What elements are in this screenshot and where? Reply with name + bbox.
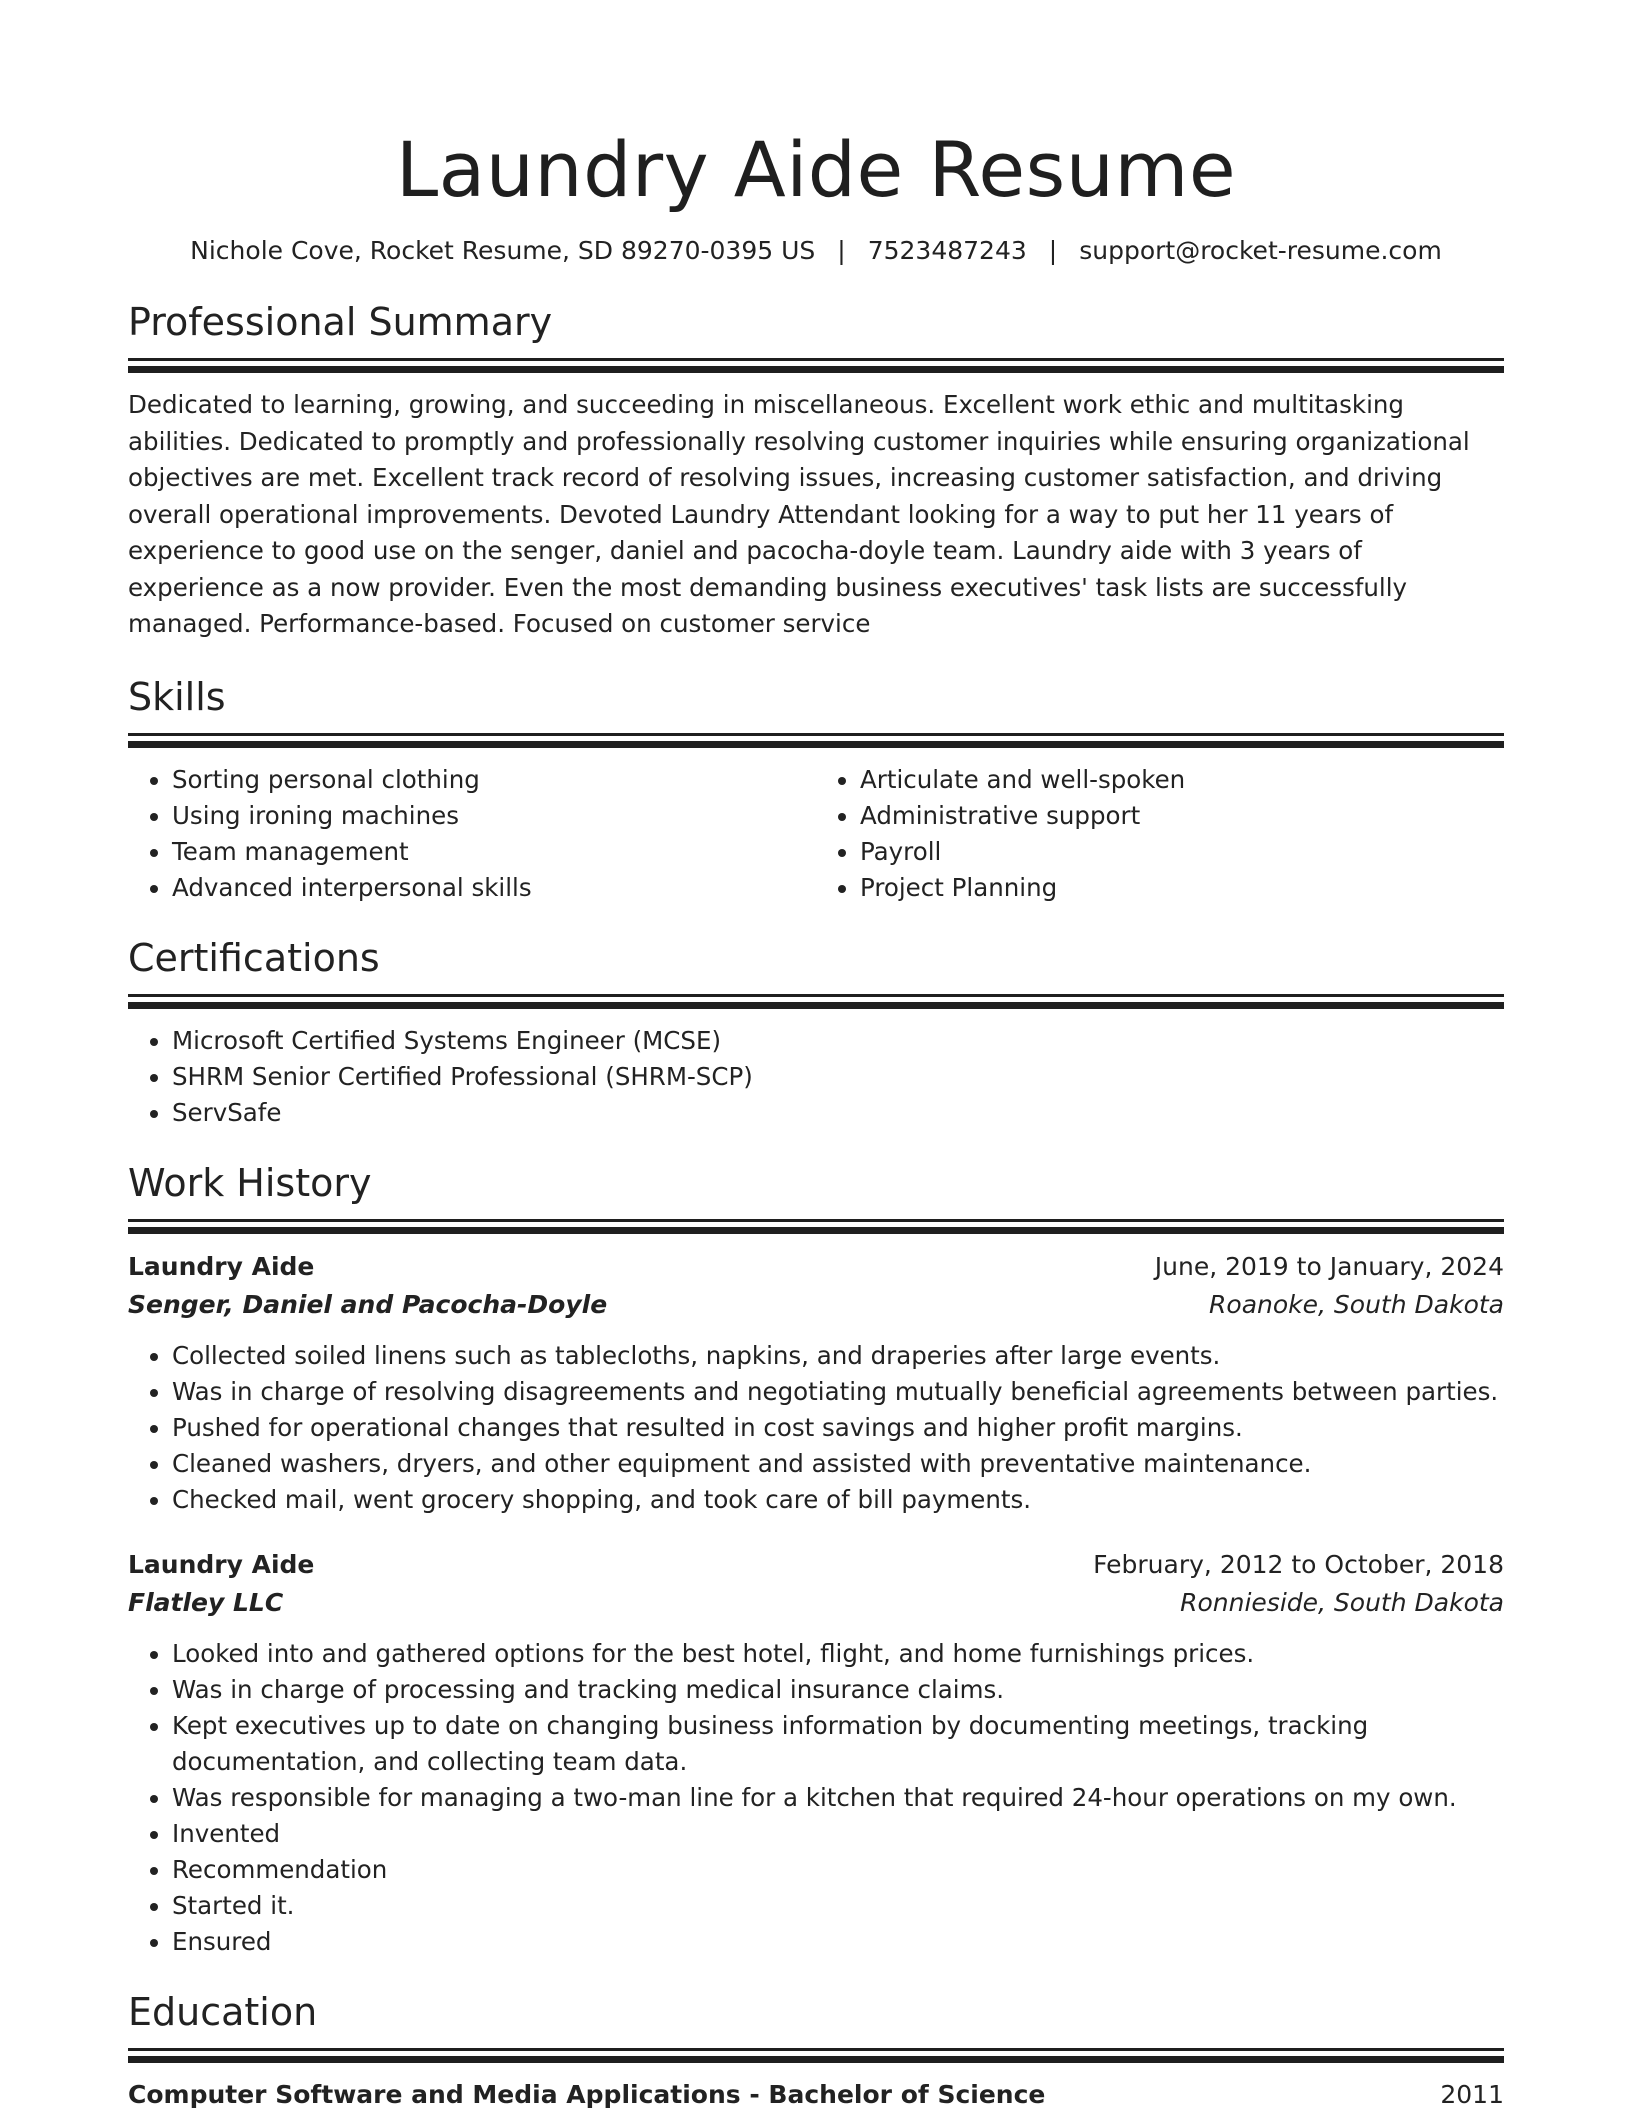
summary-section bbox=[128, 298, 1504, 643]
work-history-section bbox=[128, 1159, 1504, 1960]
job-header-row bbox=[128, 1248, 1504, 1286]
job-duties-list bbox=[128, 1338, 1504, 1518]
skill-item: • Sorting personal clothing bbox=[172, 762, 816, 798]
education-degree: Computer Software and Media Applications - Bachelor of Science bbox=[128, 2079, 1046, 2109]
job-duty: • Kept executives up to date on changing business information by documenting meetings, tracking documentation, and collecting team data. bbox=[172, 1708, 1504, 1780]
job-entry bbox=[128, 1248, 1504, 1518]
skill-item: • Using ironing machines bbox=[172, 798, 816, 834]
section-heading-work: Work History bbox=[128, 1160, 372, 1205]
certification-item: • Microsoft Certified Systems Engineer (MCSE) bbox=[172, 1023, 1504, 1059]
phone-text: 7523487243 bbox=[867, 236, 1027, 265]
summary-text: Dedicated to learning, growing, and succeeding in miscellaneous. Excellent work ethic and multitasking abilities. Dedicated to promptly and professionally resolving customer inquiries while ensuring organizational objectives are met. Excellent track record of resolving issues, increasing customer satisfaction, and driving overall operational improvements. Devoted Laundry Attendant looking for a way to put her 11 years of experience to good use on the senger, daniel and pacocha-doyle team. Laundry aide with 3 years of experience as a now provider. Even the most demanding business executives' task lists are successfully managed. Performance-based. Focused on customer service bbox=[128, 390, 1470, 638]
job-company-row bbox=[128, 1584, 1504, 1622]
job-title: Laundry Aide bbox=[128, 1251, 315, 1281]
skill-item: • Project Planning bbox=[860, 870, 1504, 906]
section-divider-thick bbox=[128, 741, 1504, 748]
email-link[interactable]: support@rocket-resume.com bbox=[1079, 236, 1442, 265]
job-location: Roanoke, South Dakota bbox=[1209, 1289, 1504, 1319]
job-duty: • Was responsible for managing a two-man line for a kitchen that required 24-hour operations on my own. bbox=[172, 1780, 1504, 1816]
job-duty: • Collected soiled linens such as tablecloths, napkins, and draperies after large events. bbox=[172, 1338, 1504, 1374]
education-row bbox=[128, 2077, 1504, 2113]
job-company-row bbox=[128, 1286, 1504, 1324]
job-duty: • Started it. bbox=[172, 1888, 1504, 1924]
section-divider bbox=[128, 1219, 1504, 1222]
job-duty: • Was in charge of resolving disagreements and negotiating mutually beneficial agreements between parties. bbox=[172, 1374, 1504, 1410]
skills-grid bbox=[128, 762, 1504, 906]
certification-item: • SHRM Senior Certified Professional (SHRM-SCP) bbox=[172, 1059, 1504, 1095]
job-duty: • Cleaned washers, dryers, and other equipment and assisted with preventative maintenance. bbox=[172, 1446, 1504, 1482]
certifications-list bbox=[128, 1023, 1504, 1131]
skills-column-right bbox=[816, 762, 1504, 906]
job-location: Ronnieside, South Dakota bbox=[1180, 1587, 1504, 1617]
skill-item: • Payroll bbox=[860, 834, 1504, 870]
certification-item: • ServSafe bbox=[172, 1095, 1504, 1131]
education-section bbox=[128, 1988, 1504, 2113]
job-company: Flatley LLC bbox=[128, 1587, 284, 1617]
contact-line bbox=[128, 234, 1504, 268]
section-divider-thick bbox=[128, 1002, 1504, 1009]
job-entry bbox=[128, 1546, 1504, 1960]
separator: | bbox=[1048, 236, 1058, 265]
address-text: Nichole Cove, Rocket Resume, SD 89270-0395 US bbox=[190, 236, 816, 265]
job-dates: June, 2019 to January, 2024 bbox=[1154, 1251, 1504, 1281]
section-divider bbox=[128, 733, 1504, 736]
job-duty: • Pushed for operational changes that resulted in cost savings and higher profit margins. bbox=[172, 1410, 1504, 1446]
job-duty: • Checked mail, went grocery shopping, and took care of bill payments. bbox=[172, 1482, 1504, 1518]
job-duty: • Was in charge of processing and tracking medical insurance claims. bbox=[172, 1672, 1504, 1708]
separator: | bbox=[837, 236, 846, 265]
skill-item: • Articulate and well-spoken bbox=[860, 762, 1504, 798]
education-year: 2011 bbox=[1440, 2079, 1504, 2109]
job-dates: February, 2012 to October, 2018 bbox=[1093, 1549, 1504, 1579]
job-duty: • Ensured bbox=[172, 1924, 1504, 1960]
skills-column-left bbox=[128, 762, 816, 906]
section-heading-summary: Professional Summary bbox=[128, 300, 553, 344]
section-heading-education: Education bbox=[128, 1989, 318, 2034]
job-header-row bbox=[128, 1546, 1504, 1584]
section-divider-thick bbox=[128, 366, 1504, 373]
certifications-section bbox=[128, 934, 1504, 1131]
job-duty: • Looked into and gathered options for the best hotel, flight, and home furnishings prices. bbox=[172, 1636, 1504, 1672]
page-title: Laundry Aide Resume bbox=[395, 125, 1237, 214]
job-company: Senger, Daniel and Pacocha-Doyle bbox=[128, 1289, 608, 1319]
section-heading-skills: Skills bbox=[128, 674, 226, 719]
skills-section bbox=[128, 673, 1504, 906]
skill-item: • Administrative support bbox=[860, 798, 1504, 834]
resume-page bbox=[128, 0, 1504, 2113]
skill-item: • Team management bbox=[172, 834, 816, 870]
job-duty: • Recommendation bbox=[172, 1852, 1504, 1888]
job-duties-list bbox=[128, 1636, 1504, 1960]
section-divider bbox=[128, 994, 1504, 997]
section-divider-thick bbox=[128, 1227, 1504, 1234]
section-divider bbox=[128, 358, 1504, 361]
job-title: Laundry Aide bbox=[128, 1549, 315, 1579]
section-divider-thick bbox=[128, 2056, 1504, 2063]
section-heading-certifications: Certifications bbox=[128, 935, 380, 980]
skill-item: • Advanced interpersonal skills bbox=[172, 870, 816, 906]
job-duty: • Invented bbox=[172, 1816, 1504, 1852]
section-divider bbox=[128, 2048, 1504, 2051]
